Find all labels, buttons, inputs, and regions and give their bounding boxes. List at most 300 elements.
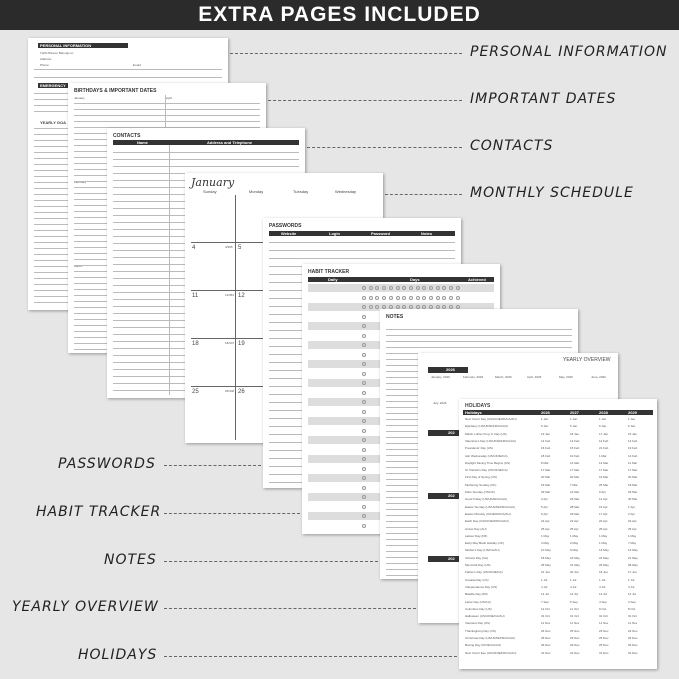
holiday-name: Memorial Day (US)	[465, 563, 491, 567]
holiday-date: 3 Apr	[541, 497, 549, 502]
holiday-date: 11 Nov	[570, 621, 580, 626]
ruled-line	[113, 166, 299, 167]
holiday-date: 19 Jan	[541, 431, 551, 436]
header-bar	[463, 410, 653, 415]
holiday-date: 29 Mar	[541, 490, 551, 494]
habit-day-circle[interactable]	[389, 296, 393, 300]
holiday-date: 9 Oct	[599, 606, 607, 611]
holiday-name: Columbus Day (US)	[465, 606, 492, 611]
month-name: March, 2026	[495, 375, 512, 379]
holiday-date: 14 Feb	[628, 438, 638, 443]
habit-day-circle[interactable]	[402, 296, 406, 300]
habit-day-circle[interactable]	[362, 353, 366, 357]
holiday-date: 12 Oct	[541, 606, 550, 611]
holiday-name: Ash Wednesday (US/UK/IE/CA)	[465, 453, 508, 458]
habit-day-circle[interactable]	[409, 286, 413, 290]
column-divider	[169, 145, 170, 395]
habit-day-circle[interactable]	[456, 286, 460, 290]
date-number: 5	[238, 245, 242, 251]
holiday-date: 12 Mar	[599, 460, 609, 465]
holiday-date: 21 Mar	[570, 490, 580, 494]
holiday-date: 4 Sep	[599, 599, 607, 604]
label-monthly-schedule: MONTHLY SCHEDULE	[470, 185, 634, 201]
year-bar	[428, 367, 468, 373]
day-header: Monday	[249, 189, 264, 194]
holiday-date: 24 May	[570, 555, 580, 560]
habit-row-shade	[308, 284, 494, 292]
holiday-date: 21 May	[628, 555, 638, 560]
holiday-date: 1 Jan	[628, 417, 636, 421]
holiday-date: 17 Mar	[541, 468, 551, 473]
holiday-name: Anzac Day (AU)	[465, 526, 487, 531]
date-number: 12	[238, 293, 245, 299]
holiday-date: 18 Jun	[599, 570, 609, 575]
habit-day-circle[interactable]	[449, 296, 453, 300]
ruled-line	[74, 103, 260, 104]
habit-day-circle[interactable]	[362, 334, 366, 338]
connector-line	[268, 100, 462, 101]
column-header: Name	[137, 140, 148, 145]
holiday-date: 5 Apr	[541, 504, 549, 509]
holiday-name: New Year's Eve (US/UK/IE/FR/CA/AU)	[465, 650, 517, 655]
holiday-name: Early May Bank Holiday (UK)	[465, 541, 504, 546]
column-header: Achieved	[468, 277, 486, 282]
holiday-date: 25 Dec	[628, 636, 638, 640]
holiday-date: 11 Mar	[628, 460, 638, 465]
habit-day-circle[interactable]	[436, 286, 440, 290]
holiday-date: 20 Mar	[570, 475, 580, 480]
connector-line	[164, 465, 261, 466]
holiday-name: Mothering Sunday (UK)	[465, 482, 497, 487]
holiday-date: 31 Oct	[541, 614, 550, 619]
habit-day-circle[interactable]	[375, 296, 379, 300]
habit-day-circle[interactable]	[362, 343, 366, 347]
holiday-date: 1 May	[541, 533, 550, 538]
holiday-date: 14 Apr	[599, 497, 608, 502]
belongs-label: THIS Planner Belongs to:	[40, 51, 74, 55]
holiday-date: 25 Dec	[570, 636, 580, 640]
holiday-date: 4 Jul	[570, 584, 577, 589]
holiday-name: Labor Day (US/CA)	[465, 599, 491, 604]
holiday-date: 14 Jul	[570, 592, 579, 597]
holiday-name: Christmas Day (US/UK/IE/FR/CA/AU)	[465, 636, 516, 640]
page-title: HOLIDAYS	[465, 403, 491, 409]
holiday-name: Easter Monday (UK/IE/FR/CA/AU)	[465, 511, 511, 516]
column-header: Holidays	[465, 410, 482, 415]
holiday-date: 19 Feb	[628, 446, 638, 451]
habit-day-circle[interactable]	[396, 286, 400, 290]
holiday-date: 2 Apr	[628, 511, 636, 516]
holiday-date: 11 Nov	[628, 621, 638, 626]
ruled-line	[386, 335, 572, 336]
habit-day-circle[interactable]	[409, 296, 413, 300]
holiday-date: 9 May	[570, 548, 579, 553]
holiday-date: 25 Dec	[541, 636, 551, 640]
holiday-date: 4 Jul	[541, 584, 548, 589]
emergency-title: EMERGENCY	[40, 83, 66, 88]
connector-line	[307, 147, 462, 148]
holiday-name: Halloween (US/UK/IE/CA/AU)	[465, 614, 505, 619]
month-label: February	[74, 180, 87, 184]
holiday-date: 6 Jan	[628, 424, 636, 429]
year-bar	[428, 556, 461, 562]
holiday-date: 31 Dec	[541, 650, 551, 655]
holiday-date: 11 Nov	[541, 621, 551, 626]
habit-day-circle[interactable]	[362, 495, 366, 499]
label-yearly-overview: YEARLY OVERVIEW	[12, 599, 159, 615]
holiday-date: 4 Jul	[599, 584, 606, 589]
habit-day-circle[interactable]	[362, 296, 366, 300]
ruled-line	[386, 341, 572, 342]
habit-day-circle[interactable]	[389, 286, 393, 290]
habit-day-circle[interactable]	[362, 486, 366, 490]
holiday-date: 14 Jul	[599, 592, 608, 597]
address-label: Address:	[40, 57, 52, 61]
holiday-date: 14 Jul	[541, 592, 550, 597]
holiday-name: Presidents' Day (US)	[465, 446, 493, 451]
habit-day-circle[interactable]	[429, 286, 433, 290]
holiday-name: Thanksgiving Day (US)	[465, 628, 496, 633]
holiday-name: Bastille Day (FR)	[465, 592, 488, 597]
habit-day-circle[interactable]	[362, 305, 366, 309]
holiday-name: Martin Luther King Jr. Day (US)	[465, 431, 507, 436]
ruled-line	[269, 258, 455, 259]
page-title: YEARLY OVERVIEW	[563, 357, 611, 363]
habit-day-circle[interactable]	[362, 362, 366, 366]
page-title: PERSONAL INFORMATION	[40, 43, 92, 48]
holiday-date: 22 Nov	[628, 628, 638, 633]
holiday-date: 1 May	[628, 533, 637, 538]
date-number: 4	[192, 245, 196, 251]
habit-day-circle[interactable]	[362, 476, 366, 480]
date-number: 19	[238, 341, 245, 347]
holiday-date: 10 Feb	[570, 453, 580, 458]
holiday-date: 1 May	[570, 533, 579, 538]
holiday-date: 8 Mar	[541, 460, 549, 465]
column-divider	[235, 195, 236, 440]
holiday-date: 26 Nov	[541, 628, 551, 633]
holiday-date: 31 Oct	[628, 614, 637, 619]
holiday-date: 14 Mar	[570, 460, 580, 465]
holiday-date: 15 Feb	[570, 446, 580, 451]
habit-day-circle[interactable]	[362, 429, 366, 433]
holiday-date: 1 Jan	[570, 417, 578, 421]
label-important-dates: IMPORTANT DATES	[470, 91, 617, 107]
holiday-date: 1 Jul	[541, 577, 548, 582]
connector-line	[230, 53, 462, 54]
holiday-date: 1 Jul	[599, 577, 606, 582]
holiday-date: 15 Mar	[541, 482, 551, 487]
label-notes: NOTES	[104, 552, 157, 568]
column-header: 2026	[541, 410, 550, 415]
ruled-line	[74, 121, 260, 122]
holiday-date: 16 Feb	[541, 446, 551, 451]
holiday-date: 20 Mar	[628, 475, 638, 480]
label-contacts: CONTACTS	[470, 138, 554, 154]
holiday-name: Good Friday (US/UK/IE/CA/AU)	[465, 497, 508, 502]
day-count: 25/340	[225, 389, 235, 393]
holiday-name: Earth Day (US/UK/IE/FR/CA/AU)	[465, 519, 509, 524]
habit-day-circle[interactable]	[369, 305, 373, 309]
month-name: February, 2026	[463, 375, 484, 379]
holiday-date: 18 Feb	[541, 453, 551, 458]
holiday-date: 31 Oct	[599, 614, 608, 619]
holiday-date: 23 Nov	[599, 628, 609, 633]
phone-label: Phone:	[40, 63, 50, 67]
holiday-date: 14 Feb	[570, 438, 580, 443]
page-title: NOTES	[386, 314, 404, 320]
holiday-date: 28 Mar	[570, 504, 580, 509]
holiday-name: Easter Sunday (US/UK/IE/FR/CA/AU)	[465, 504, 516, 509]
day-header: Sunday	[203, 189, 217, 194]
holiday-name: Canada Day (CA)	[465, 577, 489, 582]
holiday-date: 26 Dec	[599, 643, 609, 648]
holiday-date: 22 Apr	[570, 519, 579, 524]
habit-day-circle[interactable]	[429, 296, 433, 300]
holiday-date: 25 Apr	[570, 526, 579, 531]
holiday-date: 9 Apr	[599, 490, 607, 494]
holiday-date: 7 Sep	[541, 599, 549, 604]
column-header: Website	[281, 231, 297, 236]
habit-day-circle[interactable]	[362, 381, 366, 385]
email-label: Email:	[133, 63, 142, 67]
holiday-date: 22 Apr	[541, 519, 550, 524]
year-label: 202	[448, 556, 455, 561]
holiday-name: Mother's Day (US/CA/AU)	[465, 548, 500, 553]
holiday-date: 19 Mar	[599, 475, 609, 480]
holiday-date: 14 May	[599, 548, 609, 553]
holiday-date: 4 May	[541, 541, 550, 546]
page-holidays	[459, 399, 657, 669]
column-header: 2028	[599, 410, 608, 415]
habit-day-circle[interactable]	[362, 467, 366, 471]
holiday-date: 16 Apr	[599, 504, 608, 509]
habit-day-circle[interactable]	[362, 505, 366, 509]
holiday-date: 25 Apr	[541, 526, 550, 531]
holiday-date: 18 May	[541, 555, 551, 560]
page-title: January	[191, 176, 235, 189]
year-label: 202	[448, 430, 455, 435]
habit-day-circle[interactable]	[396, 296, 400, 300]
holiday-name: First Day of Spring (US)	[465, 475, 497, 480]
holiday-date: 20 Mar	[541, 475, 551, 480]
holiday-date: 15 Jan	[628, 431, 638, 436]
column-header: Notes	[421, 231, 433, 236]
ruled-line	[113, 152, 299, 153]
habit-day-circle[interactable]	[362, 315, 366, 319]
holiday-date: 3 May	[570, 541, 579, 546]
ruled-line	[386, 347, 572, 348]
banner-title: EXTRA PAGES INCLUDED	[198, 3, 481, 26]
day-header: Tuesday	[293, 189, 309, 194]
holiday-name: Labour Day (FR)	[465, 533, 488, 538]
holiday-date: 6 Jan	[541, 424, 549, 429]
holiday-date: 21 Feb	[599, 446, 609, 451]
holiday-date: 11 Oct	[570, 606, 579, 611]
holiday-date: 31 Oct	[570, 614, 579, 619]
holiday-name: Daylight Saving Time Begins (US)	[465, 460, 511, 465]
holiday-date: 31 Dec	[599, 650, 609, 655]
date-number: 25	[192, 389, 199, 395]
connector-line	[164, 608, 416, 609]
day-header: Wednesday	[335, 189, 357, 194]
ruled-line	[34, 77, 222, 78]
holiday-date: 17 Jan	[599, 431, 609, 436]
holiday-date: 26 Mar	[570, 497, 580, 502]
holiday-date: 1 Jan	[541, 417, 549, 421]
month-name: January, 2026	[431, 375, 450, 379]
holiday-date: 6 Jan	[599, 424, 607, 429]
habit-day-circle[interactable]	[416, 286, 420, 290]
holiday-date: 1 May	[599, 533, 608, 538]
month-label: April	[166, 96, 173, 100]
ruled-line	[269, 250, 455, 251]
habit-day-circle[interactable]	[362, 391, 366, 395]
habit-day-circle[interactable]	[362, 514, 366, 518]
holiday-date: 1 Jul	[570, 577, 577, 582]
holiday-name: Victoria Day (CA)	[465, 555, 489, 560]
page-title: PASSWORDS	[269, 223, 302, 229]
holiday-date: 26 Dec	[570, 643, 580, 648]
holiday-date: 8 Oct	[628, 606, 636, 611]
holiday-date: 18 Mar	[628, 482, 638, 487]
holiday-date: 1 Apr	[628, 504, 636, 509]
holiday-date: 31 Dec	[628, 650, 638, 655]
holiday-name: Epiphany (US/UK/IE/FR/CA/AU)	[465, 424, 509, 429]
connector-line	[164, 513, 300, 514]
habit-day-circle[interactable]	[362, 324, 366, 328]
holiday-date: 26 Dec	[628, 643, 638, 648]
habit-day-circle[interactable]	[362, 286, 366, 290]
holiday-date: 10 May	[541, 548, 551, 553]
holiday-date: 29 May	[599, 563, 609, 567]
holiday-date: 25 Mar	[628, 490, 638, 494]
habit-day-circle[interactable]	[362, 419, 366, 423]
column-header: Address and Telephone	[207, 140, 253, 145]
holiday-date: 11 Nov	[599, 621, 609, 626]
holiday-date: 7 May	[628, 541, 637, 546]
holiday-name: Boxing Day (UK/IE/CA/AU)	[465, 643, 502, 648]
holiday-name: New Year's Day (US/UK/IE/FR/CA/AU)	[465, 417, 517, 421]
habit-day-circle[interactable]	[362, 457, 366, 461]
habit-day-circle[interactable]	[416, 296, 420, 300]
habit-day-circle[interactable]	[369, 296, 373, 300]
holiday-date: 1 May	[599, 541, 608, 546]
holiday-date: 25 Nov	[570, 628, 580, 633]
holiday-name: Valentine's Day (US/UK/IE/FR/CA/AU)	[465, 438, 517, 443]
holiday-date: 1 Jul	[628, 577, 635, 582]
holiday-date: 4 Jul	[628, 584, 635, 589]
holiday-date: 31 May	[570, 563, 580, 567]
column-header: 2027	[570, 410, 579, 415]
ruled-line	[269, 242, 455, 243]
holiday-date: 7 Mar	[570, 482, 578, 487]
holiday-date: 17 Mar	[628, 468, 638, 473]
holiday-name: Veterans Day (US)	[465, 621, 491, 626]
holiday-date: 28 May	[628, 563, 638, 567]
month-name: May, 2026	[559, 375, 573, 379]
connector-line	[164, 656, 457, 657]
ruled-line	[386, 329, 572, 330]
holiday-date: 17 Apr	[599, 511, 608, 516]
ruled-line	[34, 69, 222, 70]
column-header: Password	[371, 231, 390, 236]
habit-day-circle[interactable]	[362, 372, 366, 376]
habit-day-circle[interactable]	[436, 296, 440, 300]
ruled-line	[74, 115, 260, 116]
habit-day-circle[interactable]	[362, 438, 366, 442]
holiday-date: 13 May	[628, 548, 638, 553]
holiday-date: 17 Mar	[570, 468, 580, 473]
date-number: 26	[238, 389, 245, 395]
holiday-date: 1 Mar	[599, 453, 607, 458]
holiday-date: 22 May	[599, 555, 609, 560]
month-label: January	[74, 96, 85, 100]
holiday-date: 26 Mar	[599, 482, 609, 487]
holiday-date: 22 Apr	[599, 519, 608, 524]
day-count: 18/347	[225, 341, 235, 345]
label-holidays: HOLIDAYS	[78, 647, 158, 663]
holiday-name: Father's Day (US/UK/IE/CA)	[465, 570, 503, 575]
holiday-date: 20 Jun	[570, 570, 580, 575]
habit-day-circle[interactable]	[362, 448, 366, 452]
habit-day-circle[interactable]	[362, 524, 366, 528]
habit-day-circle[interactable]	[362, 400, 366, 404]
year-bar	[428, 493, 461, 499]
holiday-date: 14 Feb	[599, 438, 609, 443]
habit-day-circle[interactable]	[382, 296, 386, 300]
day-count: 4/365	[225, 245, 233, 249]
holiday-date: 25 Apr	[599, 526, 608, 531]
holiday-date: 6 Jan	[570, 424, 578, 429]
holiday-date: 17 Mar	[599, 468, 609, 473]
holiday-name: St. Patrick's Day (US/UK/IE/CA)	[465, 468, 508, 473]
year-label: 2026	[446, 367, 455, 372]
habit-day-circle[interactable]	[456, 296, 460, 300]
holiday-date: 3 Sep	[628, 599, 636, 604]
holiday-date: 21 Jun	[541, 570, 551, 575]
column-header: Days	[410, 277, 420, 282]
habit-day-circle[interactable]	[442, 296, 446, 300]
holiday-date: 14 Jul	[628, 592, 637, 597]
holiday-name: Palm Sunday (US/UK)	[465, 490, 495, 494]
holiday-date: 30 Mar	[628, 497, 638, 502]
holiday-date: 25 Apr	[628, 526, 637, 531]
holiday-name: Independence Day (US)	[465, 584, 498, 589]
label-personal-information: PERSONAL INFORMATION	[470, 44, 668, 60]
month-label: March	[74, 264, 83, 268]
habit-day-circle[interactable]	[422, 296, 426, 300]
month-name: April, 2026	[527, 375, 542, 379]
month-name: June, 2026	[591, 375, 606, 379]
holiday-date: 6 Apr	[541, 511, 549, 516]
label-habit-tracker: HABIT TRACKER	[36, 504, 162, 520]
holiday-date: 14 Feb	[628, 453, 638, 458]
habit-day-circle[interactable]	[369, 286, 373, 290]
column-header: Daily	[328, 277, 338, 282]
page-title: BIRTHDAYS & IMPORTANT DATES	[74, 88, 157, 94]
holiday-date: 26 Dec	[541, 643, 551, 648]
month-name: July, 2026	[433, 401, 447, 405]
date-number: 11	[192, 293, 199, 299]
holiday-date: 25 May	[541, 563, 551, 567]
column-header: 2029	[628, 410, 637, 415]
habit-day-circle[interactable]	[362, 410, 366, 414]
holiday-date: 31 Dec	[570, 650, 580, 655]
page-title: CONTACTS	[113, 133, 141, 139]
holiday-date: 18 Jan	[570, 431, 580, 436]
column-header: Login	[329, 231, 340, 236]
